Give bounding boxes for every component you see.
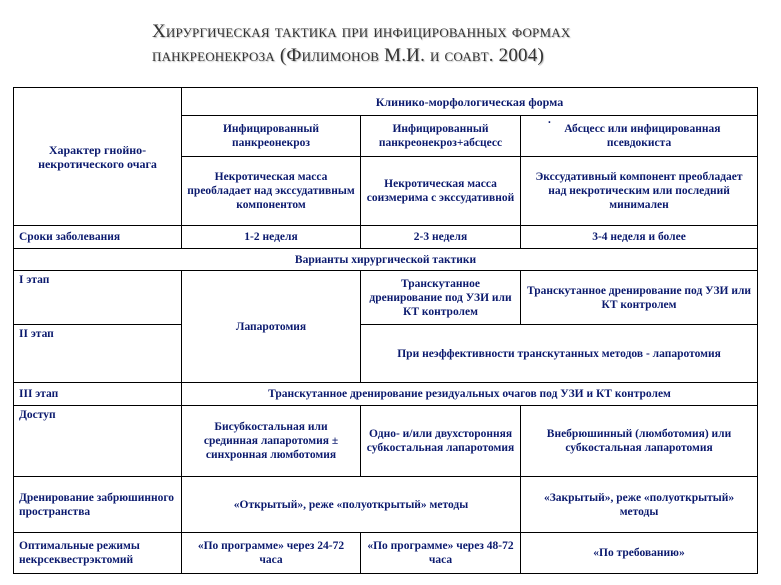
variants-row [14,249,758,271]
form-header-3-text: Абсцесс или инфицированная псевдокиста [564,123,721,149]
stage3-label: III этап [14,383,182,406]
tactics-table [13,87,758,574]
form-group-header: Клинико-морфологическая форма [182,88,758,116]
form-header-2: Инфицированный панкреонекроз+абсцесс [361,116,521,157]
regimes-label: Оптимальные режимы некрсеквестрэктомий [14,533,182,574]
stage2-value: При неэффективности транскутанных методов - лапаротомия [361,325,758,383]
title-line-2 [152,44,762,68]
laparotomy-cell: Лапаротомия [182,271,361,383]
access-2: Одно- и/или двухсторонняя субкостальная лапаротомия [361,406,521,477]
regimes-1: «По программе» через 24-72 часа [182,533,361,574]
stage1-col2: Транскутанное дренирование под УЗИ или КТ контролем [361,271,521,325]
access-row [14,406,758,477]
access-label: Доступ [14,406,182,477]
stage1-col3: Транскутанное дренирование под УЗИ или КТ контролем [521,271,758,325]
stage1-row [14,271,758,325]
timing-row [14,226,758,249]
drainage-open: «Открытый», реже «полуоткрытый» методы [182,477,521,533]
title-authors: (Филимонов М.И. и соавт. 2004) [279,45,544,66]
character-3: Экссудативный компонент преобладает над некротическим или последний минимален [521,157,758,226]
character-2: Некротическая масса соизмерима с экссудативной [361,157,521,226]
title-line-1: Хирургическая тактика при инфицированных формах [152,21,571,42]
header-row-group [14,88,758,116]
drainage-label: Дренирование забрюшинного пространства [14,477,182,533]
drainage-closed: «Закрытый», реже «полуоткрытый» методы [521,477,758,533]
stage3-value: Транскутанное дренирование резидуальных очагов под УЗИ и КТ контролем [182,383,758,406]
form-header-1: Инфицированный панкреонекроз [182,116,361,157]
regimes-row [14,533,758,574]
form-marker: · [547,117,552,129]
row-label-header: Характер гнойно-некротического очага [14,88,182,226]
stage2-label: II этап [14,325,182,383]
drainage-row [14,477,758,533]
timing-2: 2-3 неделя [361,226,521,249]
character-1: Некротическая масса преобладает над экссудативным компонентом [182,157,361,226]
slide-title [152,20,762,68]
regimes-3: «По требованию» [521,533,758,574]
stage1-label: I этап [14,271,182,325]
timing-1: 1-2 неделя [182,226,361,249]
timing-3: 3-4 неделя и более [521,226,758,249]
title-subject: панкреонекроза [152,45,275,66]
stage2-row [14,325,758,383]
regimes-2: «По программе» через 48-72 часа [361,533,521,574]
variants-title: Варианты хирургической тактики [14,249,758,271]
stage3-row [14,383,758,406]
form-header-3 [521,116,758,157]
access-3: Внебрюшинный (люмботомия) или субкостальная лапаротомия [521,406,758,477]
timing-label: Сроки заболевания [14,226,182,249]
access-1: Бисубкостальная или срединная лапаротомия ± синхронная люмботомия [182,406,361,477]
